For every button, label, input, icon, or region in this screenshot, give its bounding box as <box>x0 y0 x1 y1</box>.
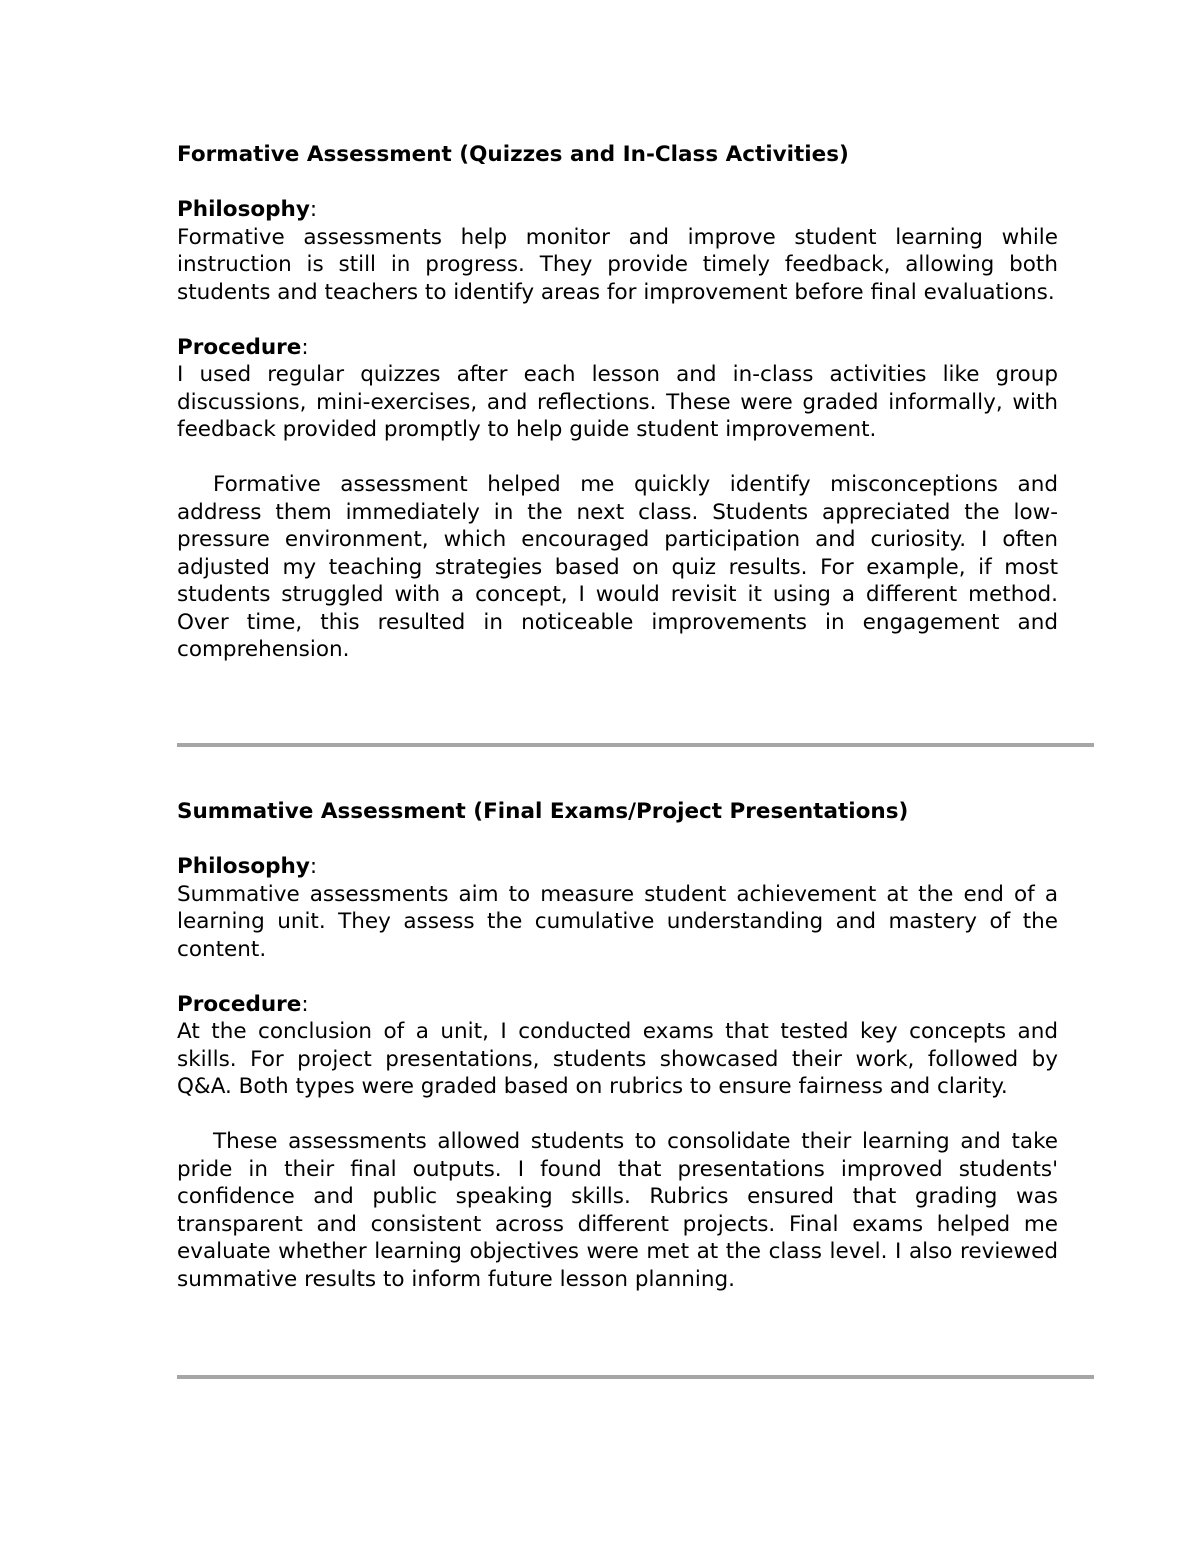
section-heading: Summative Assessment (Final Exams/Project Presentations) <box>177 799 909 824</box>
procedure-text: I used regular quizzes after each lesson and in-class activities like group discussions, mini-exercises, and reflections. These were graded informally, with feedback provided promptly to help guide student improvement. <box>177 362 1058 442</box>
philosophy-label-line <box>177 196 1058 224</box>
reflection-text: Formative assessment helped me quickly identify misconceptions and address them immediately in the next class. Students appreciated the low-pressure environment, which encouraged participation and curiosity. I often adjusted my teaching strategies based on quiz results. For example, if most students struggled with a concept, I would revisit it using a different method. Over time, this resulted in noticeable improvements in engagement and comprehension. <box>177 472 1058 662</box>
spacer <box>177 1101 1058 1129</box>
label-colon: : <box>301 334 309 360</box>
label-colon: : <box>301 991 309 1017</box>
spacer <box>177 444 1058 472</box>
procedure-text: At the conclusion of a unit, I conducted exams that tested key concepts and skills. For project presentations, students showcased their work, followed by Q&A. Both types were graded based on rubrics to ensure fairness and clarity. <box>177 1019 1058 1099</box>
spacer <box>177 306 1058 334</box>
label-colon: : <box>309 854 318 879</box>
philosophy-label: Philosophy <box>177 854 310 879</box>
label-colon: : <box>309 197 318 222</box>
procedure-label-line <box>177 334 1058 362</box>
spacer <box>177 826 1058 854</box>
section-heading: Formative Assessment (Quizzes and In-Class Activities) <box>177 142 849 167</box>
procedure-label: Procedure <box>177 334 302 360</box>
procedure-label-line <box>177 991 1058 1019</box>
philosophy-text: Summative assessments aim to measure student achievement at the end of a learning unit. They assess the cumulative understanding and mastery of the content. <box>177 881 1058 962</box>
philosophy-label-line <box>177 853 1058 881</box>
summative-assessment-section <box>177 798 1058 1293</box>
section-divider <box>177 1375 1094 1379</box>
philosophy-text: Formative assessments help monitor and improve student learning while instruction is still in progress. They provide timely feedback, allowing both students and teachers to identify areas for improvement before final evaluations. <box>177 224 1058 305</box>
spacer <box>177 963 1058 991</box>
section-divider <box>177 743 1094 747</box>
procedure-label: Procedure <box>177 991 302 1017</box>
reflection-text: These assessments allowed students to consolidate their learning and take pride in their final outputs. I found that presentations improved students' confidence and public speaking skills. Rubrics ensured that grading was transparent and consistent across different projects. Final exams helped me evaluate whether learning objectives were met at the class level. I also reviewed summative results to inform future lesson planning. <box>177 1129 1058 1292</box>
spacer <box>177 169 1058 197</box>
formative-assessment-section <box>177 141 1058 664</box>
philosophy-label: Philosophy <box>177 197 310 222</box>
